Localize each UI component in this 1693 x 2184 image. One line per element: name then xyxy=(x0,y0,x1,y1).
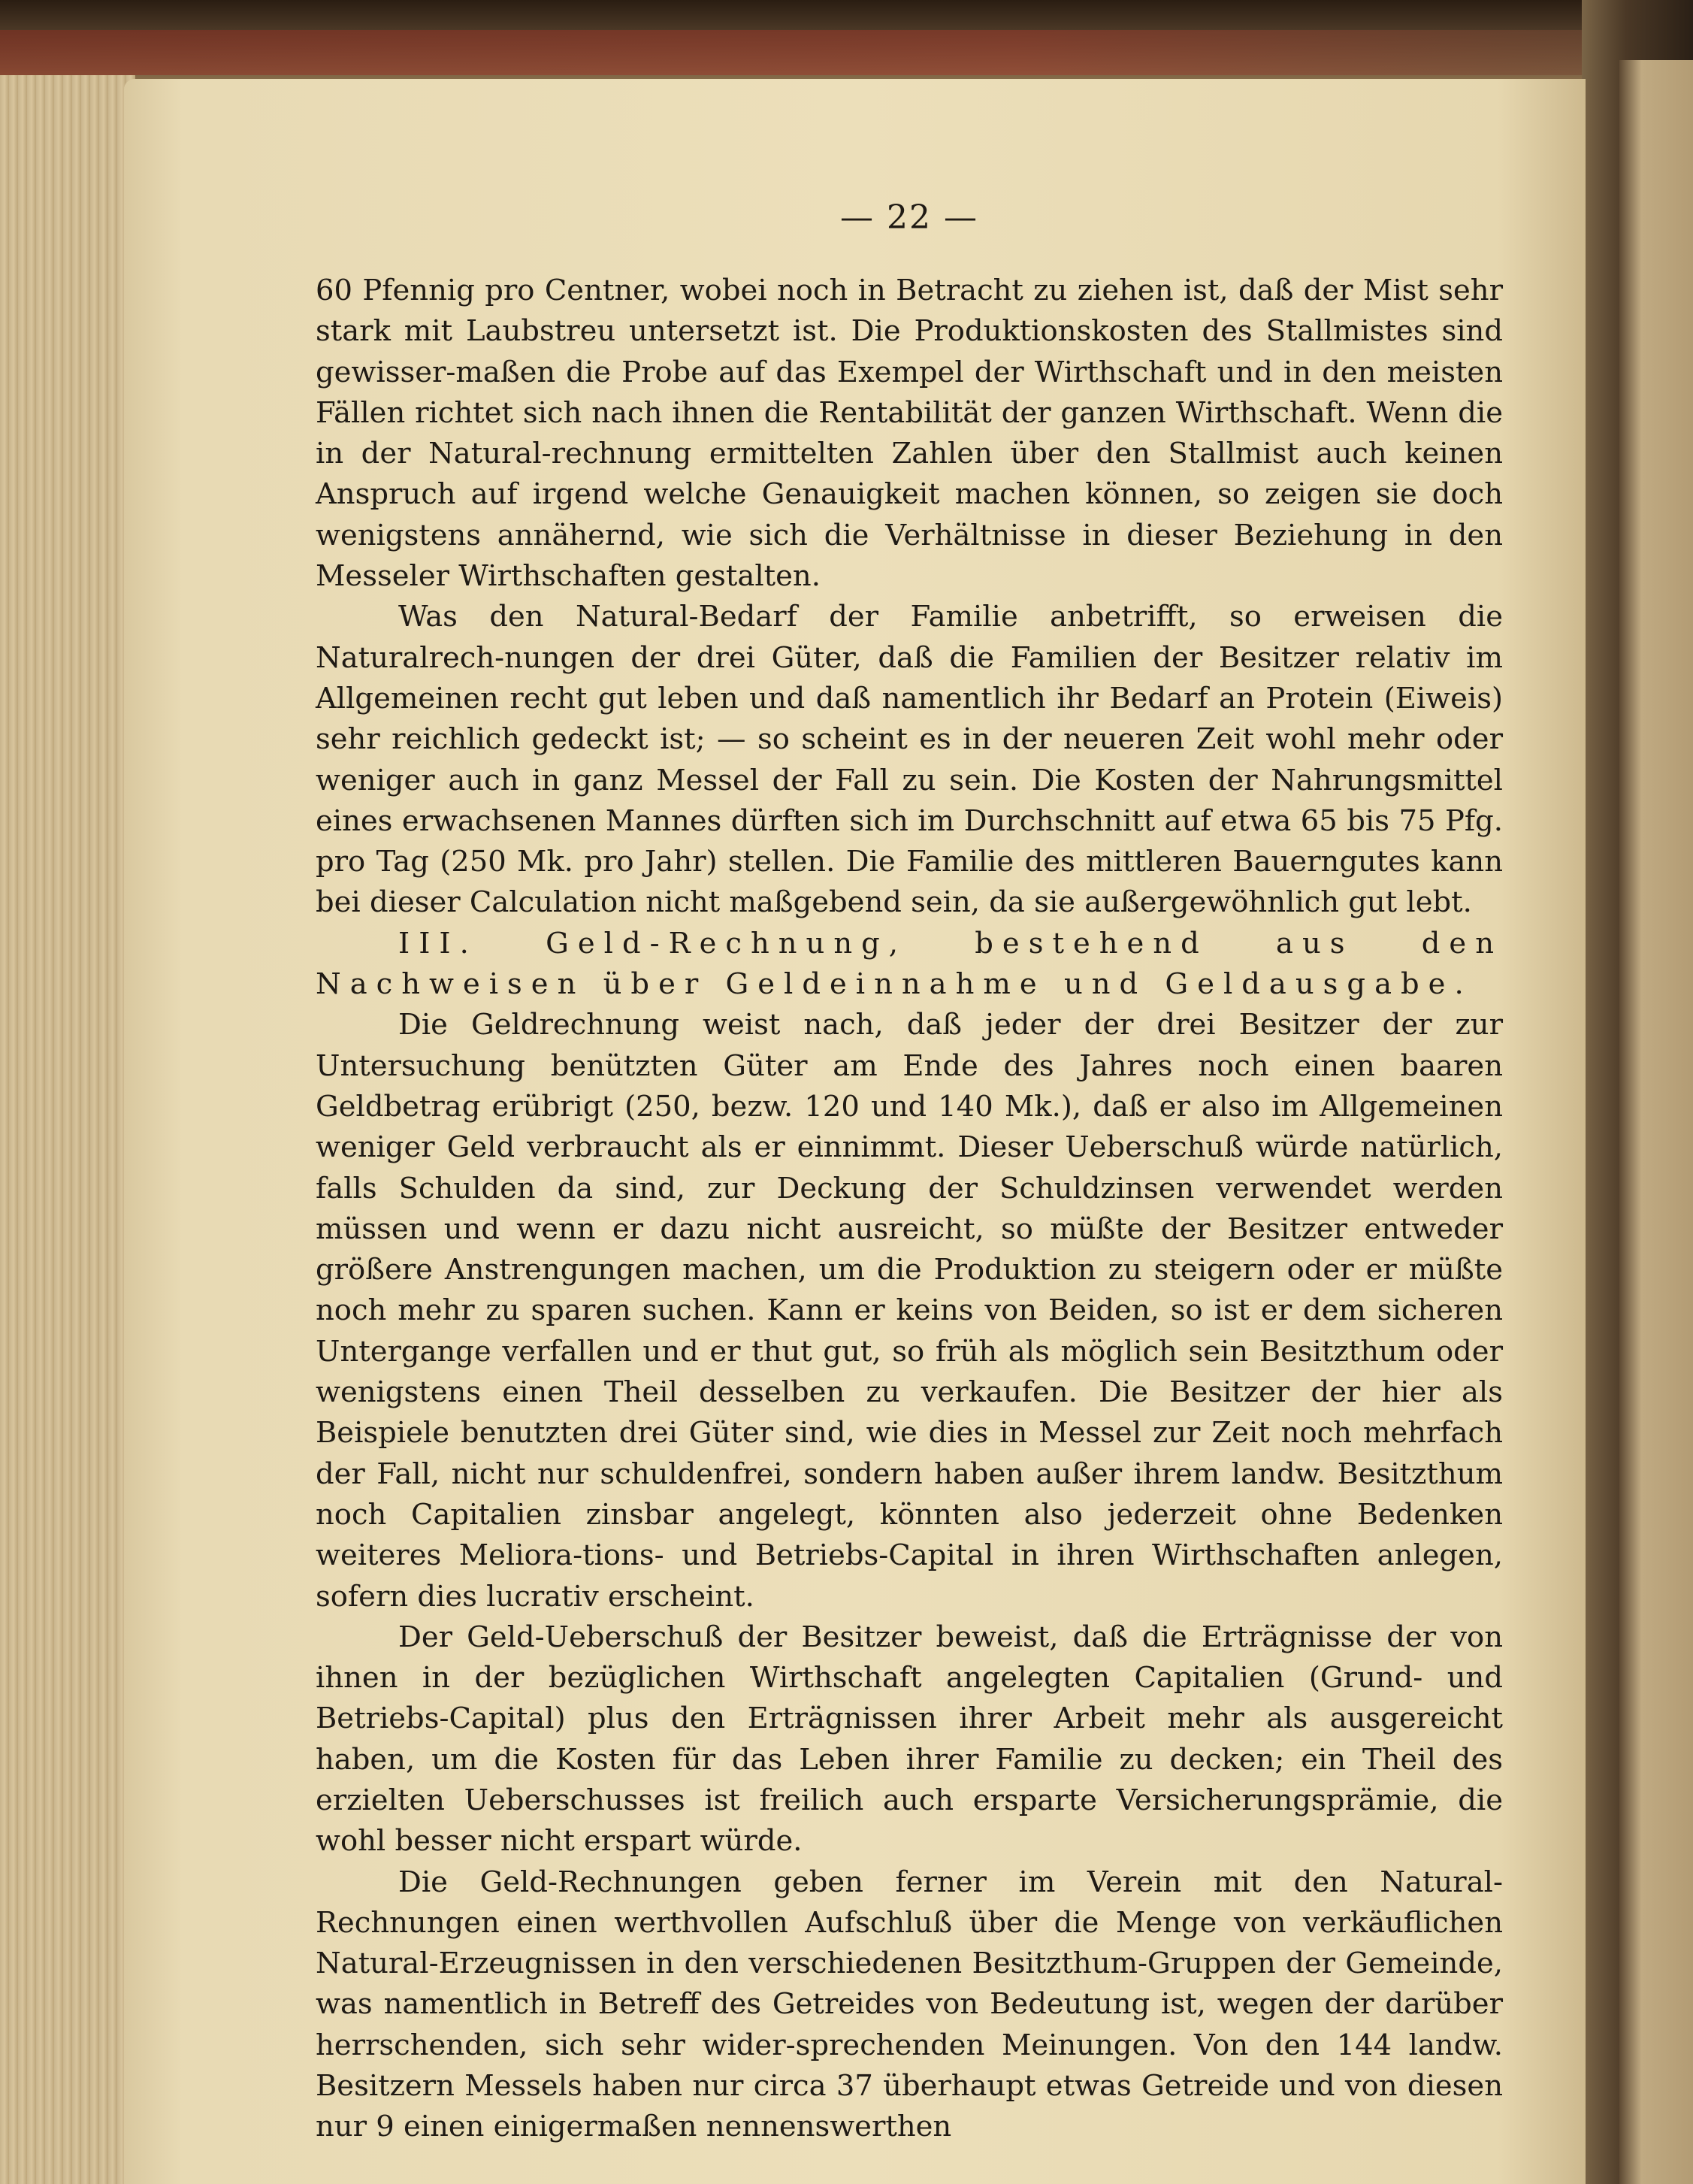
paragraph-geldrechnung: Die Geldrechnung weist nach, daß jeder der drei Besitzer der zur Untersuchung benützten Güter am Ende des Jahres noch einen baaren Geldbetrag erübrigt (250, bezw. 120 und 140 Mk.), daß er also im Allgemeinen weniger Geld verbraucht als er einnimmt. Dieser Ueberschuß würde natürlich, falls Schulden da sind, zur Deckung der Schuldzinsen verwendet werden müssen und wenn er dazu nicht ausreicht, so müßte der Besitzer entweder größere Anstrengungen machen, um die Produktion zu steigern oder er müßte noch mehr zu sparen suchen. Kann er keins von Beiden, so ist er dem sicheren Untergange verfallen und er thut gut, so früh als möglich sein Besitzthum oder wenigstens einen Theil desselben zu verkaufen. Die Besitzer der hier als Beispiele benutzten drei Güter sind, wie dies in Messel zur Zeit noch mehrfach der Fall, nicht nur schuldenfrei, sondern haben außer ihrem landw. Besitzthum noch Capitalien zinsbar angelegt, könnten also jederzeit ohne Bedenken weiteres Meliora-tions- und Betriebs-Capital in ihren Wirthschaften anlegen, sofern dies lucrativ erscheint. xyxy=(316,1008,1503,1614)
paragraph-stallmist: 60 Pfennig pro Centner, wobei noch in Betracht zu ziehen ist, daß der Mist sehr stark mit Laubstreu untersetzt ist. Die Produktionskosten des Stallmistes sind gewisser-maßen die Probe auf das Exempel der Wirthschaft und in den meisten Fällen richtet sich nach ihnen die Rentabilität der ganzen Wirthschaft. Wenn die in der Natural-rechnung ermittelten Zahlen über den Stallmist auch keinen Anspruch auf irgend welche Genauigkeit machen können, so zeigen sie doch wenigstens annähernd, wie sich die Verhältnisse in dieser Beziehung in den Messeler Wirthschaften gestalten. xyxy=(316,274,1503,594)
left-page-stack xyxy=(0,75,135,2184)
page-number: — 22 — xyxy=(840,198,978,237)
paragraph-geld-ueberschuss: Der Geld-Ueberschuß der Besitzer beweist, daß die Erträgnisse der von ihnen in der bezüglichen Wirthschaft angelegten Capitalien (Grund- und Betriebs-Capital) plus den Erträgnissen ihrer Arbeit mehr als ausgereicht haben, um die Kosten für das Leben ihrer Familie zu decken; ein Theil des erzielten Ueberschusses ist freilich auch ersparte Versicherungsprämie, die wohl besser nicht erspart würde. xyxy=(316,1620,1503,1859)
paragraph-natural-bedarf: Was den Natural-Bedarf der Familie anbetrifft, so erweisen die Naturalrech-nungen der drei Güter, daß die Familien der Besitzer relativ im Allgemeinen recht gut leben und daß namentlich ihr Bedarf an Protein (Eiweis) sehr reichlich gedeckt ist; — so scheint es in der neueren Zeit wohl mehr oder weniger auch in ganz Messel der Fall zu sein. Die Kosten der Nahrungsmittel eines erwachsenen Mannes dürften sich im Durchschnitt auf etwa 65 bis 75 Pfg. pro Tag (250 Mk. pro Jahr) stellen. Die Familie des mittleren Bauerngutes kann bei dieser Calculation nicht maßgebend sein, da sie außergewöhnlich gut lebt. xyxy=(316,600,1503,920)
paragraph-geld-rechnungen: Die Geld-Rechnungen geben ferner im Verein mit den Natural-Rechnungen einen werthvollen Aufschluß über die Menge von verkäuflichen Natural-Erzeugnissen in den verschiedenen Besitzthum-Gruppen der Gemeinde, was namentlich in Betreff des Getreides von Bedeutung ist, wegen der darüber herrschenden, sich sehr wider-sprechenden Meinungen. Von den 144 landw. Besitzern Messels haben nur circa 37 überhaupt etwas Getreide und von diesen nur 9 einen einigermaßen nennenswerthen xyxy=(316,1865,1503,2144)
right-page-stack xyxy=(1619,60,1693,2184)
book-cover-edge xyxy=(0,30,1693,75)
section-heading-geld-rechnung: III. Geld-Rechnung, bestehend aus den Nachweisen über Geldeinnahme und Geldausgabe. xyxy=(316,926,1503,1002)
page-content xyxy=(316,195,1503,2148)
